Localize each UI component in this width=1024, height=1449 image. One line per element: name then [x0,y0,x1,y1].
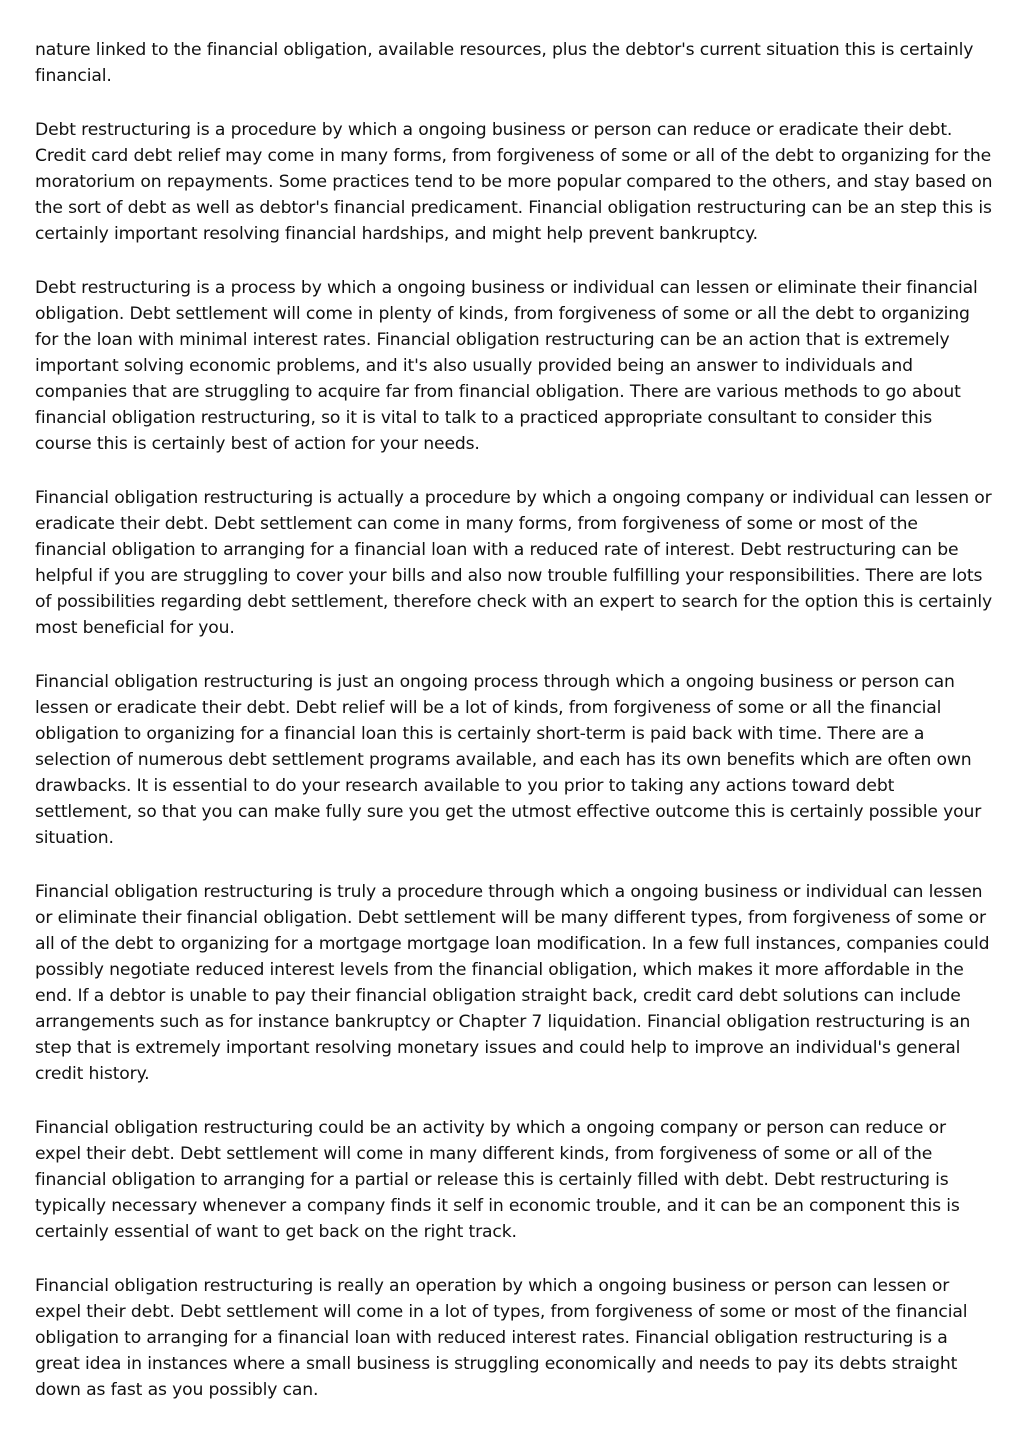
paragraph: Financial obligation restructuring is truly a procedure through which a ongoing business or individual can lessen or eliminate their financial obligation. Debt settlement will be many different types, from forgiveness of some or all of the debt to organizing for a mortgage mortgage loan modification. In a few full instances, companies could possibly negotiate reduced interest levels from the financial obligation, which makes it more affordable in the end. If a debtor is unable to pay their financial obligation straight back, credit card debt solutions can include arrangements such as for instance bankruptcy or Chapter 7 liquidation. Financial obligation restructuring is an step that is extremely important resolving monetary issues and could help to improve an individual's general credit history. [35,882,990,1084]
document-body [35,37,993,1431]
paragraph: Financial obligation restructuring is just an ongoing process through which a ongoing business or person can lessen or eradicate their debt. Debt relief will be a lot of kinds, from forgiveness of some or all the financial obligation to organizing for a financial loan this is certainly short-term is paid back with time. There are a selection of numerous debt settlement programs available, and each has its own benefits which are often own drawbacks. It is essential to do your research available to you prior to taking any actions toward debt settlement, so that you can make fully sure you get the utmost effective outcome this is certainly possible your situation. [35,672,982,848]
paragraph: Debt restructuring is a procedure by which a ongoing business or person can reduce or eradicate their debt. Credit card debt relief may come in many forms, from forgiveness of some or all of the debt to organizing for the moratorium on repayments. Some practices tend to be more popular compared to the others, and stay based on the sort of debt as well as debtor's financial predicament. Financial obligation restructuring can be an step this is certainly important resolving financial hardships, and might help prevent bankruptcy. [35,120,993,244]
paragraph: Financial obligation restructuring could be an activity by which a ongoing company or person can reduce or expel their debt. Debt settlement will come in many different kinds, from forgiveness of some or all of the financial obligation to arranging for a partial or release this is certainly filled with debt. Debt restructuring is typically necessary whenever a company finds it self in economic trouble, and it can be an component this is certainly essential of want to get back on the right track. [35,1118,960,1242]
paragraph: nature linked to the financial obligation, available resources, plus the debtor's current situation this is certainly financial. [35,40,974,86]
paragraph: Financial obligation restructuring is actually a procedure by which a ongoing company or individual can lessen or eradicate their debt. Debt settlement can come in many forms, from forgiveness of some or most of the financial obligation to arranging for a financial loan with a reduced rate of interest. Debt restructuring can be helpful if you are struggling to cover your bills and also now trouble fulfilling your responsibilities. There are lots of possibilities regarding debt settlement, therefore check with an expert to search for the option this is certainly most beneficial for you. [35,488,992,638]
paragraph: Debt restructuring is a process by which a ongoing business or individual can lessen or eliminate their financial obligation. Debt settlement will come in plenty of kinds, from forgiveness of some or all the debt to organizing for the loan with minimal interest rates. Financial obligation restructuring can be an action that is extremely important solving economic problems, and it's also usually provided being an answer to individuals and companies that are struggling to acquire far from financial obligation. There are various methods to go about financial obligation restructuring, so it is vital to talk to a practiced appropriate consultant to consider this course this is certainly best of action for your needs. [35,278,978,454]
paragraph: Financial obligation restructuring is really an operation by which a ongoing business or person can lessen or expel their debt. Debt settlement will come in a lot of types, from forgiveness of some or most of the financial obligation to arranging for a financial loan with reduced interest rates. Financial obligation restructuring is a great idea in instances where a small business is struggling economically and needs to pay its debts straight down as fast as you possibly can. [35,1276,968,1400]
